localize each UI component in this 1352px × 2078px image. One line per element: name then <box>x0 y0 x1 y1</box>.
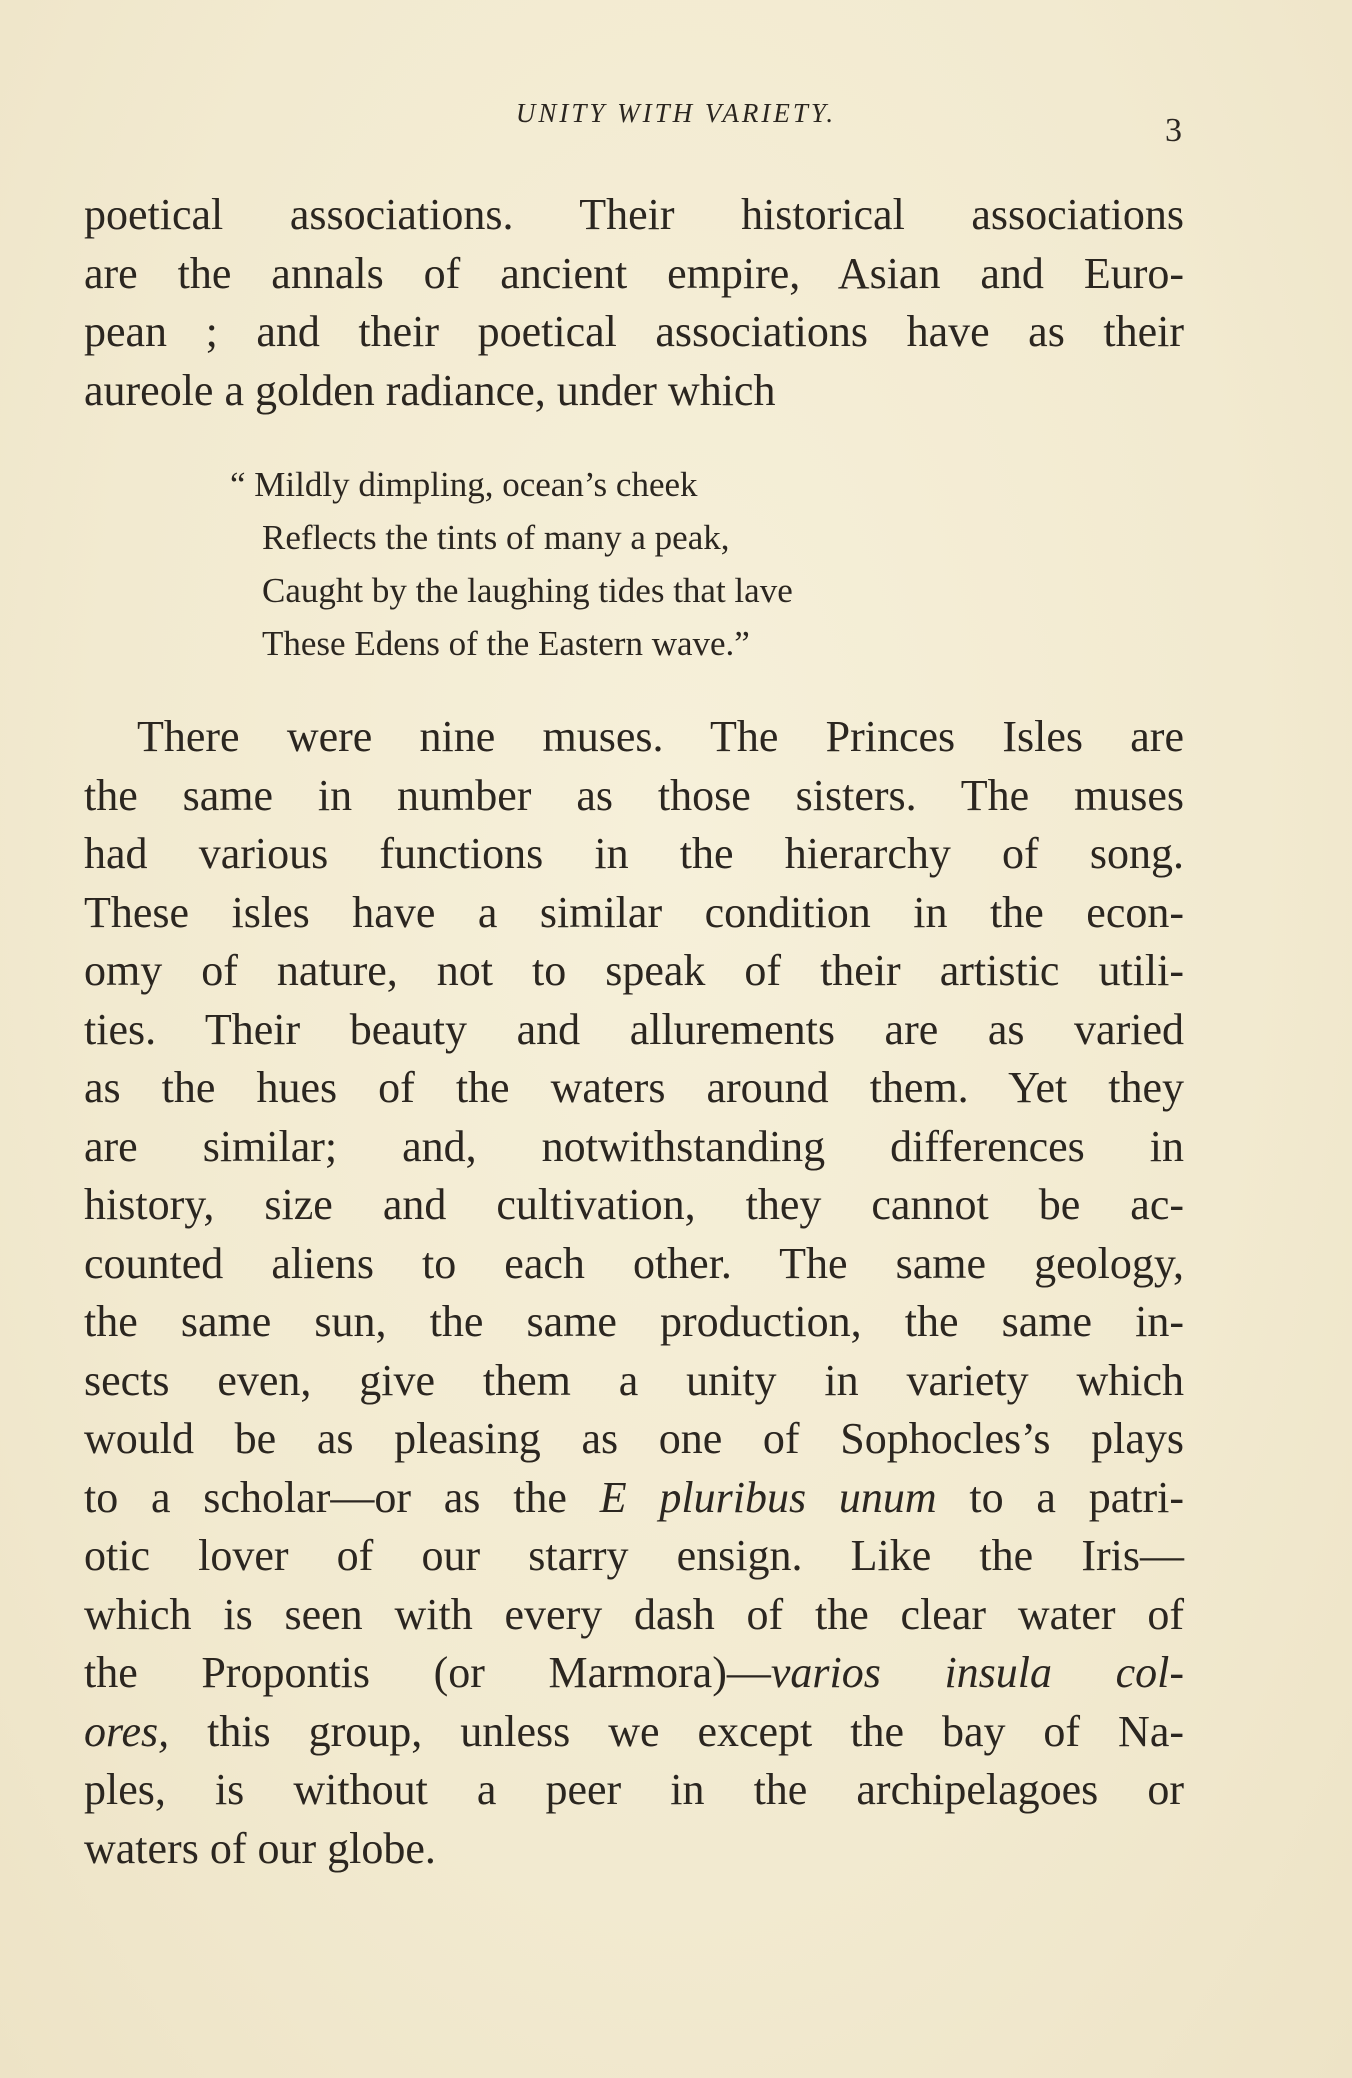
text-run: to a patri- <box>936 1472 1184 1522</box>
verse-line: These Edens of the Eastern wave.” <box>262 624 750 663</box>
running-head: UNITY WITH VARIETY. <box>515 98 837 128</box>
text-line: omy of nature, not to speak of their artistic utili- <box>84 946 1184 995</box>
paragraph-2 <box>84 708 1184 1878</box>
text-line: the same in number as those sisters. The muses <box>84 770 1184 820</box>
latin-phrase: ores, <box>84 1706 170 1756</box>
text-run: to a scholar—or as the <box>84 1472 600 1522</box>
verse-line: Caught by the laughing tides that lave <box>262 571 793 610</box>
text-line: had various functions in the hierarchy of song. <box>84 829 1184 878</box>
text-line: sects even, give them a unity in variety which <box>84 1355 1184 1405</box>
text-line: counted aliens to each other. The same geology, <box>84 1238 1184 1288</box>
text-line: waters of our globe. <box>84 1823 436 1873</box>
text-line: aureole a golden radiance, under which <box>84 365 776 415</box>
text-line: ples, is without a peer in the archipelagoes or <box>84 1765 1184 1814</box>
text-line: are the annals of ancient empire, Asian and Euro- <box>84 248 1184 298</box>
text-line: would be as pleasing as one of Sophocles’s plays <box>84 1414 1184 1463</box>
verse-quotation <box>230 458 1130 670</box>
text-line-with-latin-phrase <box>84 1703 1184 1762</box>
latin-motto: E pluribus unum <box>599 1472 937 1522</box>
text-line: the same sun, the same production, the same in- <box>84 1297 1184 1346</box>
text-line: otic lover of our starry ensign. Like the Iris— <box>84 1531 1184 1580</box>
paragraph-1 <box>84 186 1184 420</box>
text-line: There were nine muses. The Princes Isles are <box>137 712 1184 761</box>
text-line-with-latin-motto <box>84 1469 1184 1528</box>
text-run: the Propontis (or Marmora)— <box>84 1648 771 1697</box>
text-line: which is seen with every dash of the clear water of <box>84 1589 1184 1639</box>
latin-phrase: varios insula col- <box>770 1648 1184 1697</box>
text-line: history, size and cultivation, they cannot be ac- <box>84 1180 1184 1229</box>
verse-line: “ Mildly dimpling, ocean’s cheek <box>230 465 698 504</box>
verse-line: Reflects the tints of many a peak, <box>262 518 730 557</box>
text-line: These isles have a similar condition in the econ- <box>84 887 1184 937</box>
text-line: poetical associations. Their historical associations <box>84 190 1184 239</box>
page-number: 3 <box>1165 112 1182 149</box>
text-line: ties. Their beauty and allurements are as varied <box>84 1004 1184 1054</box>
text-line: pean ; and their poetical associations have as their <box>84 307 1184 356</box>
text-line-with-latin-phrase <box>84 1644 1184 1703</box>
text-line: are similar; and, notwithstanding differences in <box>84 1121 1184 1171</box>
text-line: as the hues of the waters around them. Yet they <box>84 1063 1184 1112</box>
text-run: this group, unless we except the bay of Na- <box>169 1706 1184 1756</box>
